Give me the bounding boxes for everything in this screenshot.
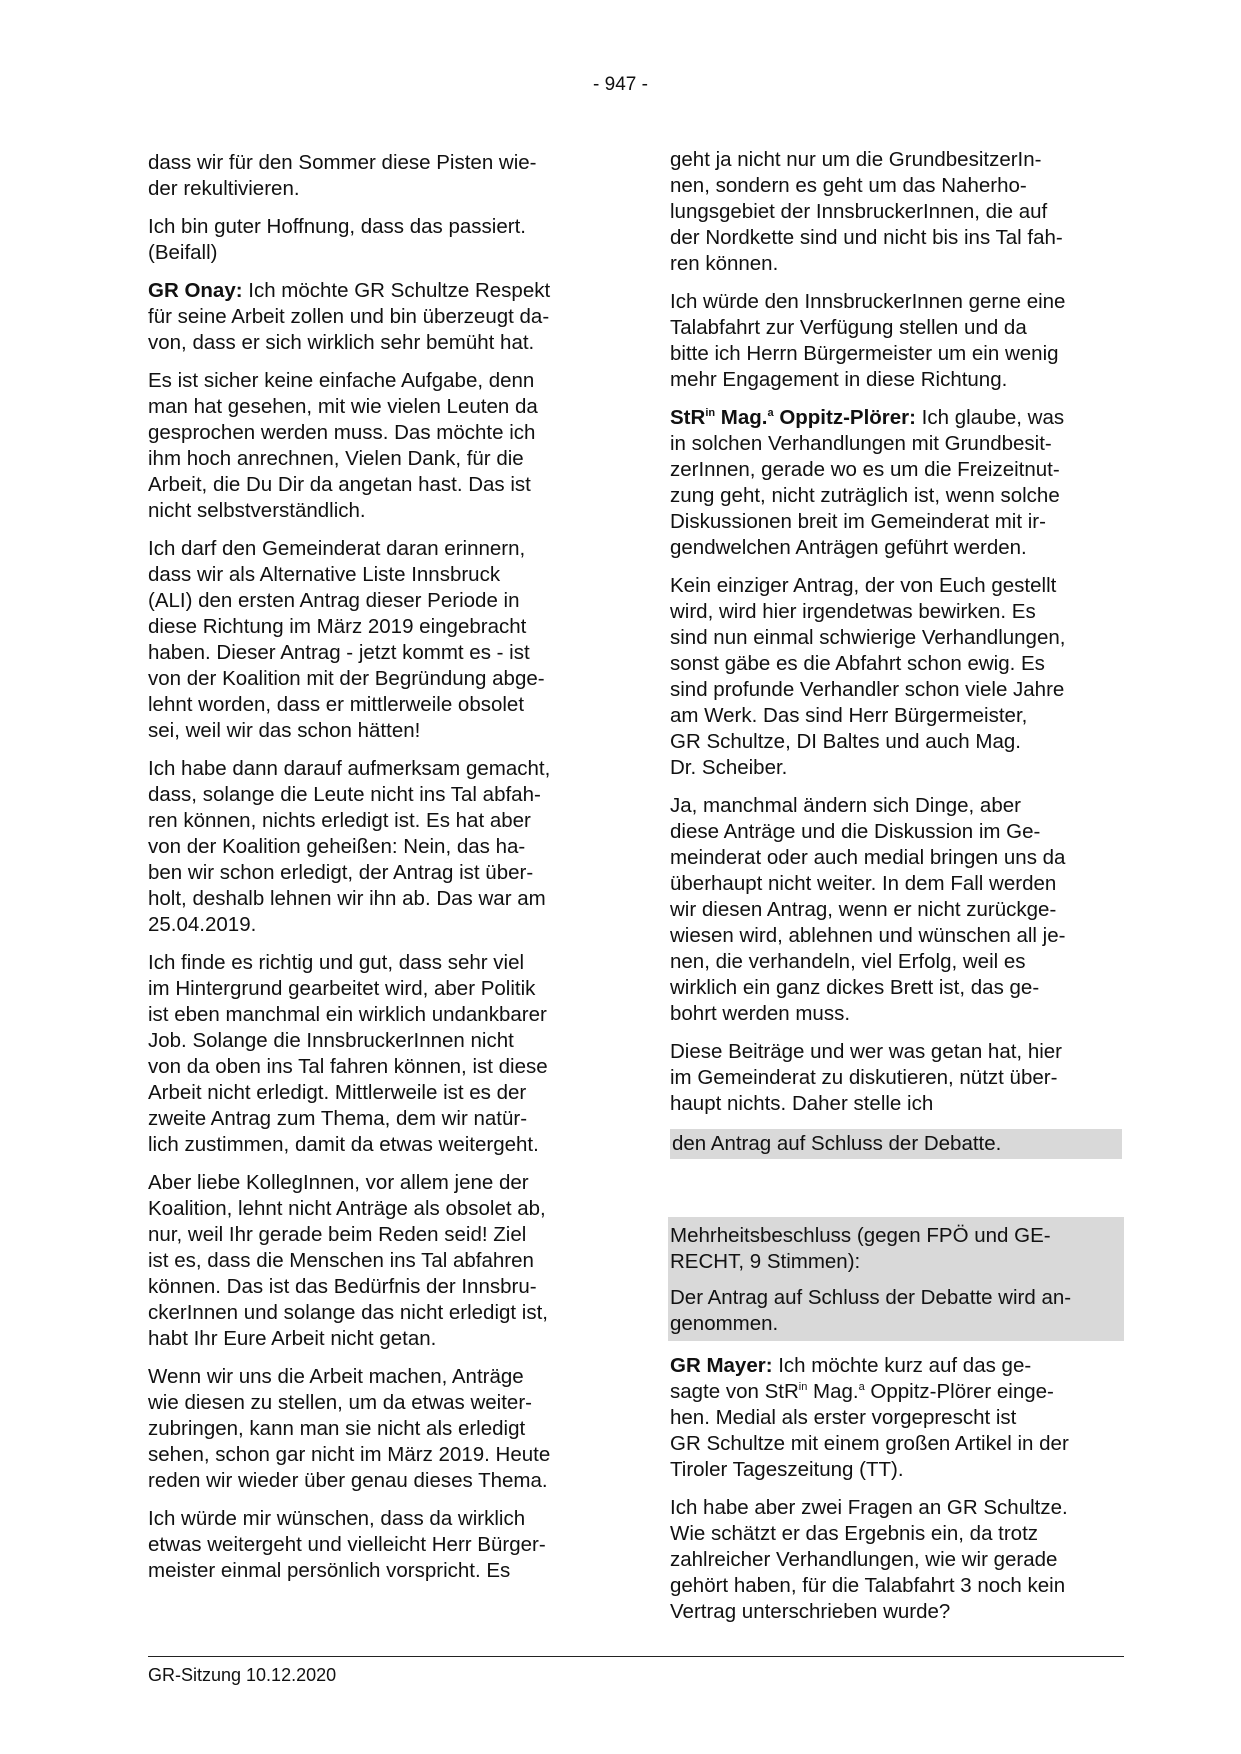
right-column xyxy=(670,147,1122,1637)
speaker-name: GR Mayer: xyxy=(670,1354,773,1377)
paragraph: Ich bin guter Hoffnung, dass das passiert. (Beifall) xyxy=(148,215,526,264)
speech-gr-mayer: GR Mayer: Ich möchte kurz auf das ge- sagte von StR$^{in}$ Mag.$^a$ Oppitz-Plörer einge- hen. Medial als erster vorgeprescht ist GR Schultze mit einem großen Artikel in der Tiroler Tageszeitung (TT). xyxy=(670,1354,1069,1481)
paragraph: Diese Beiträge und wer was getan hat, hier im Gemeinderat zu diskutieren, nützt über- haupt nichts. Daher stelle ich xyxy=(670,1040,1063,1115)
footer-session-date: GR-Sitzung 10.12.2020 xyxy=(148,1665,337,1685)
paragraph: Wenn wir uns die Arbeit machen, Anträge wie diesen zu stellen, um da etwas weiter- zubringen, kann man sie nicht als erledigt sehen, schon gar nicht im März 2019. Heute reden wir wieder über genau dieses Thema. xyxy=(148,1365,551,1492)
motion-highlight: den Antrag auf Schluss der Debatte. xyxy=(670,1129,1122,1159)
paragraph: Ich darf den Gemeinderat daran erinnern, dass wir als Alternative Liste Innsbruck (ALI) den ersten Antrag dieser Periode in diese Richtung im März 2019 eingebracht haben. Dieser Antrag - jetzt kommt es - ist von der Koalition mit der Begründung abge- lehnt worden, dass er mittlerweile obsolet sei, weil wir das schon hätten! xyxy=(148,537,545,742)
speech-gr-onay: GR Onay: Ich möchte GR Schultze Respekt für seine Arbeit zollen und bin überzeugt da- von, dass er sich wirklich sehr bemüht hat. xyxy=(148,279,551,354)
paragraph: Ich würde den InnsbruckerInnen gerne eine Talabfahrt zur Verfügung stellen und da bitte ich Herrn Bürgermeister um ein wenig mehr Engagement in diese Richtung. xyxy=(670,290,1066,391)
paragraph: Ich habe aber zwei Fragen an GR Schultze. Wie schätzt er das Ergebnis ein, da trotz zahlreicher Verhandlungen, wie wir gerade gehört haben, für die Talabfahrt 3 noch kein Vertrag unterschrieben wurde? xyxy=(670,1496,1068,1623)
paragraph: Ich habe dann darauf aufmerksam gemacht, dass, solange die Leute nicht ins Tal abfah- ren können, nichts erledigt ist. Es hat aber von der Koalition geheißen: Nein, das ha- ben wir schon erledigt, der Antrag ist über- holt, deshalb lehnen wir ihn ab. Das war am 25.04.2019. xyxy=(148,757,551,936)
paragraph: Kein einziger Antrag, der von Euch gestellt wird, wird hier irgendetwas bewirken. Es sind nun einmal schwierige Verhandlungen, sonst gäbe es die Abfahrt schon ewig. Es sind profunde Verhandler schon viele Jahre am Werk. Das sind Herr Bürgermeister, GR Schultze, DI Baltes und auch Mag. Dr. Scheiber. xyxy=(670,574,1066,779)
left-column xyxy=(148,150,600,1596)
resolution-block xyxy=(668,1217,1124,1341)
paragraph: dass wir für den Sommer diese Pisten wie- der rekultivieren. xyxy=(148,151,537,200)
paragraph: Aber liebe KollegInnen, vor allem jene der Koalition, lehnt nicht Anträge als obsolet ab, nur, weil Ihr gerade beim Reden seid! Ziel ist es, dass die Menschen ins Tal abfahren können. Das ist das Bedürfnis der Innsbru- ckerInnen und solange das nicht erledigt ist, habt Ihr Eure Arbeit nicht getan. xyxy=(148,1171,549,1350)
page-number: - 947 - xyxy=(593,74,648,95)
paragraph: Es ist sicher keine einfache Aufgabe, denn man hat gesehen, mit wie vielen Leuten da gesprochen werden muss. Das möchte ich ihm hoch anrechnen, Vielen Dank, für die Arbeit, die Du Dir da angetan hast. Das ist nicht selbstverständlich. xyxy=(148,369,538,522)
paragraph: Ich finde es richtig und gut, dass sehr viel im Hintergrund gearbeitet wird, aber Politik ist eben manchmal ein wirklich undankbarer Job. Solange die InnsbruckerInnen nicht von da oben ins Tal fahren können, ist diese Arbeit nicht erledigt. Mittlerweile ist es der zweite Antrag zum Thema, dem wir natür- lich zustimmen, damit da etwas weitergeht. xyxy=(148,951,548,1156)
speaker-name: StR$^{in}$ Mag.$^a$ Oppitz-Plörer: xyxy=(670,406,916,429)
paragraph: Ich würde mir wünschen, dass da wirklich etwas weitergeht und vielleicht Herr Bürger- meister einmal persönlich vorspricht. Es xyxy=(148,1507,546,1582)
paragraph: Ja, manchmal ändern sich Dinge, aber diese Anträge und die Diskussion im Ge- meinderat oder auch medial bringen uns da überhaupt nicht weiter. In dem Fall werden wir diesen Antrag, wenn er nicht zurückge- wiesen wird, ablehnen und wünschen all je- nen, die verhandeln, viel Erfolg, weil es wirklich ein ganz dickes Brett ist, das ge- bohrt werden muss. xyxy=(670,794,1066,1025)
paragraph: geht ja nicht nur um die GrundbesitzerIn- nen, sondern es geht um das Naherho- lungsgebiet der InnsbruckerInnen, die auf der Nordkette sind und nicht bis ins Tal fah- ren können. xyxy=(670,148,1063,275)
spacer xyxy=(670,1171,1122,1217)
speech-oppitz-ploerer: StR$^{in}$ Mag.$^a$ Oppitz-Plörer: Ich glaube, was in solchen Verhandlungen mit Grundbesit- zerInnen, gerade wo es um die Freizeitnut- zung geht, nicht zuträglich ist, wenn solche Diskussionen breit im Gemeinderat mit ir- gendwelchen Anträgen geführt werden. xyxy=(670,406,1065,559)
resolution-heading: Mehrheitsbeschluss (gegen FPÖ und GE- RECHT, 9 Stimmen): xyxy=(670,1224,1051,1273)
speaker-name: GR Onay: xyxy=(148,279,243,302)
resolution-result: Der Antrag auf Schluss der Debatte wird an- genommen. xyxy=(670,1286,1072,1335)
footer-divider xyxy=(148,1656,1124,1657)
